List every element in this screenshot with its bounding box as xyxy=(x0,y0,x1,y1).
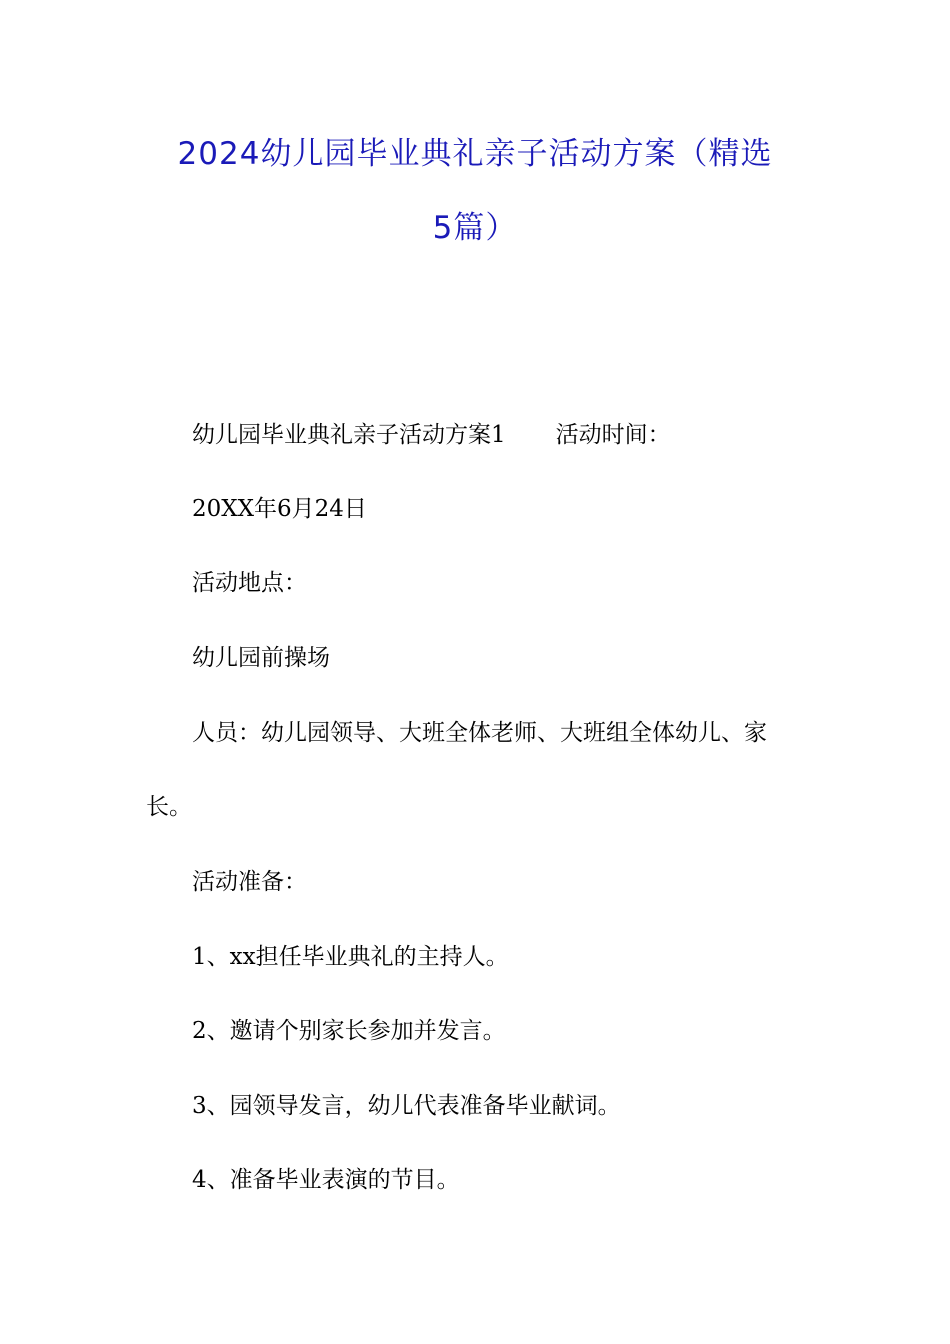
paragraph-activity-date: 20XX年6月24日 xyxy=(192,496,367,522)
paragraph-plan-heading xyxy=(192,420,671,450)
activity-time-label: 活动时间： xyxy=(555,422,671,448)
list-item-4: 4、准备毕业表演的节目。 xyxy=(192,1167,460,1193)
document-title-line1: 2024幼儿园毕业典礼亲子活动方案（精选 xyxy=(177,136,773,172)
paragraph-participants-line1: 人员：幼儿园领导、大班全体老师、大班组全体幼儿、家 xyxy=(192,720,767,746)
list-item-1: 1、xx担任毕业典礼的主持人。 xyxy=(192,944,509,970)
list-item-3: 3、园领导发言，幼儿代表准备毕业献词。 xyxy=(192,1093,621,1119)
paragraph-preparation-label: 活动准备： xyxy=(192,869,307,895)
paragraph-location-label: 活动地点： xyxy=(192,570,307,596)
list-item-2: 2、邀请个别家长参加并发言。 xyxy=(192,1018,506,1044)
plan-heading-text: 幼儿园毕业典礼亲子活动方案1 xyxy=(192,422,506,448)
paragraph-participants-line2: 长。 xyxy=(146,794,192,820)
document-title-line2: 5篇） xyxy=(432,210,518,246)
paragraph-location: 幼儿园前操场 xyxy=(192,645,330,671)
